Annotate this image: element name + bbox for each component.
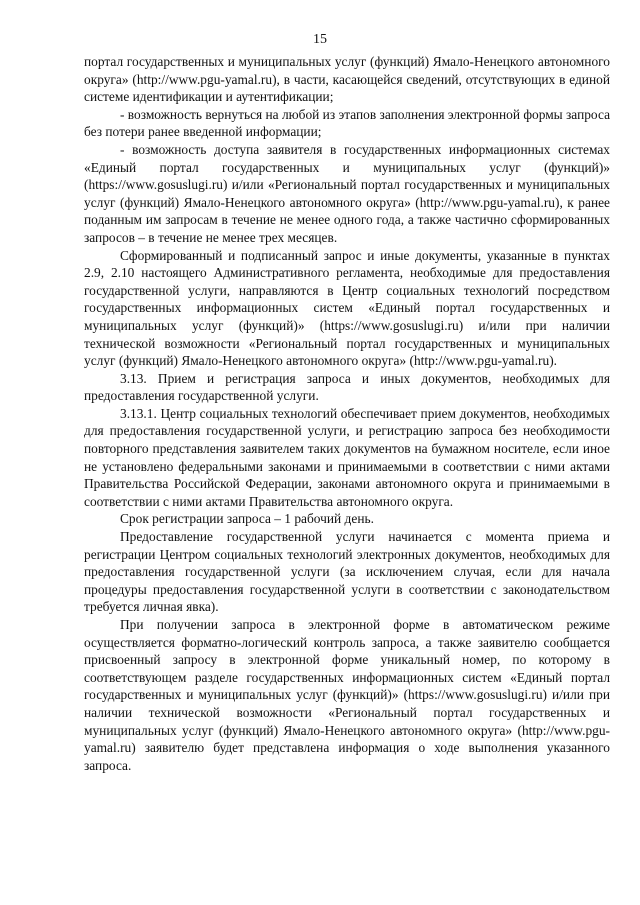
section-heading-3-13: 3.13. Прием и регистрация запроса и иных документов, необходимых для предоставления государственной услуги. (84, 370, 610, 404)
page-number: 15 (313, 32, 327, 47)
paragraph: При получении запроса в электронной форме в автоматическом режиме осуществляется форматно-логический контроль запроса, а также заявителю сообщается присвоенный запросу в электронной форме уникальный номер, по которому в соответствующем разделе государственных информационных систем «Единый портал государственных и муниципальных услуг (функций)» (https://www.gosuslugi.ru) и/или при наличии технической возможности «Региональный портал государственных и муниципальных услуг (функций) Ямало-Ненецкого автономного округа» (http://www.pgu-yamal.ru) заявителю будет представлена информация о ходе выполнения указанного запроса. (84, 617, 610, 773)
paragraph: портал государственных и муниципальных услуг (функций) Ямало-Ненецкого автономного округа» (http://www.pgu-yamal.ru), в части, касающейся сведений, отсутствующих в единой системе идентификации и аутентификации; (84, 54, 610, 105)
document-body (84, 53, 610, 774)
paragraph: Предоставление государственной услуги начинается с момента приема и регистрации Центром социальных технологий электронных документов, необходимых для предоставления государственной услуги (за исключением случая, если для начала процедуры предоставления государственной услуги в соответствии с законодательством требуется личная явка). (84, 529, 610, 615)
paragraph: - возможность доступа заявителя в государственных информационных системах «Единый портал государственных и муниципальных услуг (функций)» (https://www.gosuslugi.ru) и/или «Региональный портал государственных и муниципальных услуг (функций) Ямало-Ненецкого автономного округа» (http://www.pgu-yamal.ru), к ранее поданным им запросам в течение не менее одного года, а также частично сформированных запросов – в течение не менее трех месяцев. (84, 141, 610, 245)
paragraph: - возможность вернуться на любой из этапов заполнения электронной формы запроса без потери ранее введенной информации; (84, 106, 611, 140)
paragraph: Сформированный и подписанный запрос и иные документы, указанные в пунктах 2.9, 2.10 настоящего Административного регламента, необходимые для предоставления государственной услуги, направляются в Центр социальных технологий посредством государственных информационных систем «Единый портал государственных и муниципальных услуг (функций)» (https://www.gosuslugi.ru) и/или при наличии технической возможности «Региональный портал государственных и муниципальных услуг (функций) Ямало-Ненецкого автономного округа» (http://www.pgu-yamal.ru). (84, 247, 610, 369)
paragraph: 3.13.1. Центр социальных технологий обеспечивает прием документов, необходимых для предоставления государственной услуги, и регистрацию запроса без необходимости повторного представления заявителем таких документов на бумажном носителе, если иное не установлено федеральными законами и принимаемыми в соответствии с ними актами Правительства Российской Федерации, законами автономного округа и принимаемыми в соответствии с ними актами Правительства автономного округа. (84, 405, 610, 509)
paragraph: Срок регистрации запроса – 1 рабочий день. (120, 511, 374, 527)
